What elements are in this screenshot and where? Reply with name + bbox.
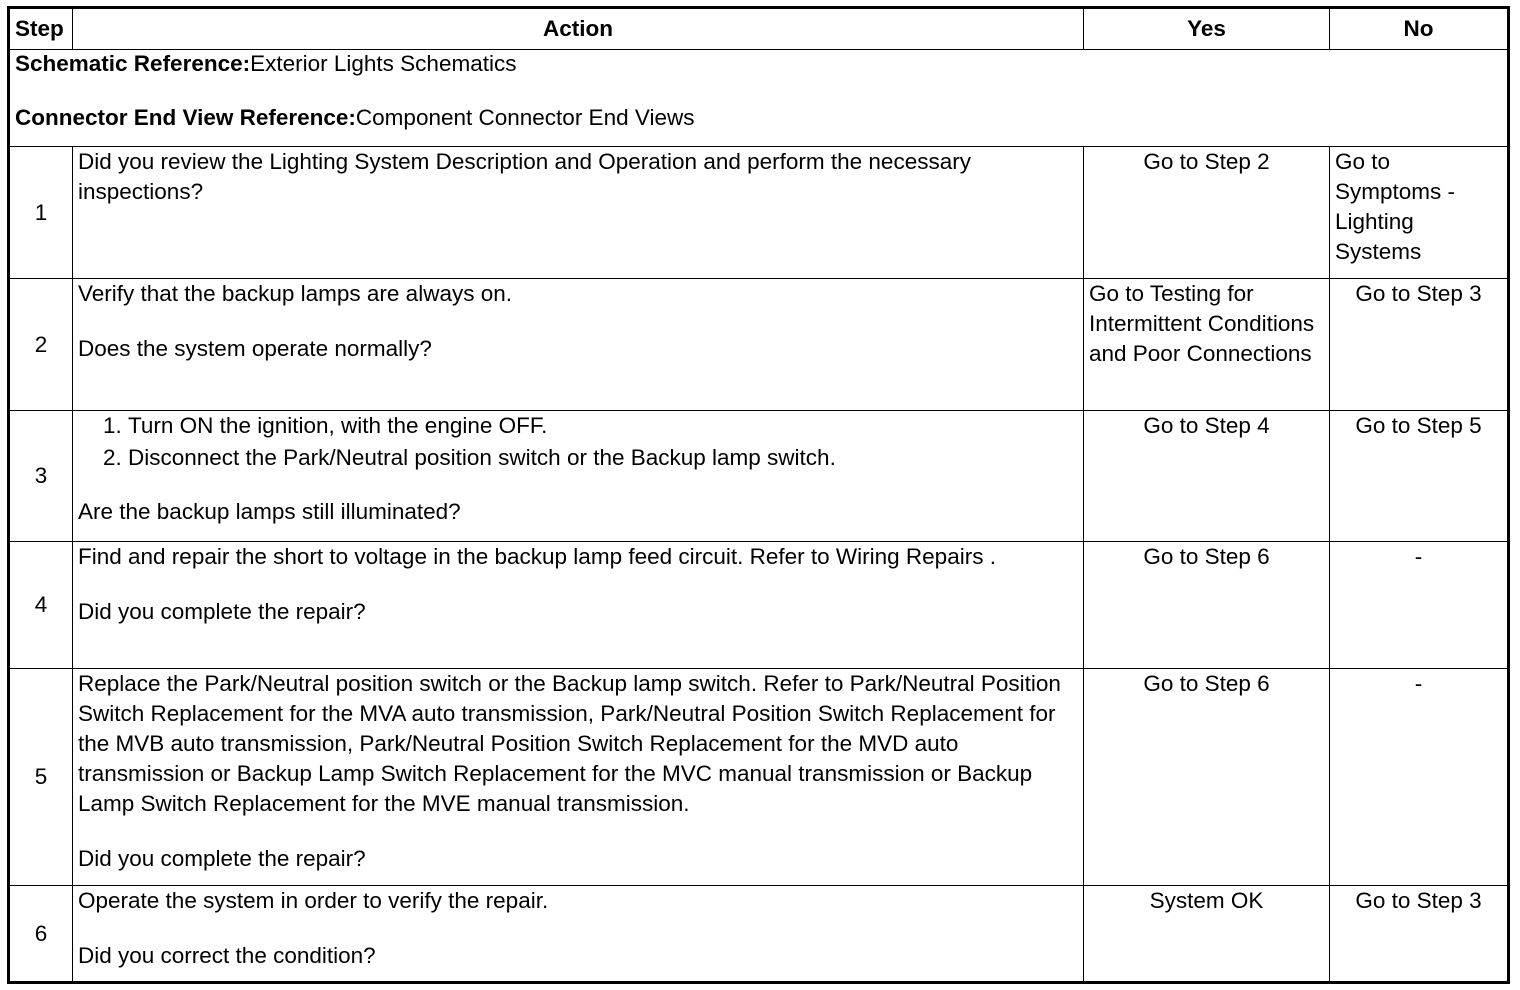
action-cell — [73, 886, 1084, 983]
action-cell — [73, 669, 1084, 886]
action-instruction: Find and repair the short to voltage in the backup lamp feed circuit. Refer to Wiring Repairs . — [78, 544, 996, 569]
action-instruction: Operate the system in order to verify the repair. — [78, 888, 549, 913]
step-number: 3 — [9, 411, 73, 542]
no-cell: Go to Step 3 — [1330, 279, 1509, 411]
yes-cell: Go to Step 4 — [1084, 411, 1330, 542]
schematic-reference — [15, 50, 1502, 77]
action-question: Are the backup lamps still illuminated? — [78, 499, 461, 524]
substep-list — [78, 411, 1078, 473]
yes-cell: Go to Testing for Intermittent Conditions and Poor Connections — [1084, 279, 1330, 411]
connector-reference-value: Component Connector End Views — [355, 105, 695, 130]
no-cell: Go to Symptoms - Lighting Systems — [1330, 147, 1509, 279]
action-question: Did you complete the repair? — [78, 599, 366, 624]
table-row — [9, 886, 1509, 983]
diagnostic-table — [7, 6, 1510, 984]
action-instruction: Replace the Park/Neutral position switch or the Backup lamp switch. Refer to Park/Neutral Position Switch Replacement for the MVA auto transmission, Park/Neutral Position Switch Replacement for the MVB auto transmission, Park/Neutral Position Switch Replacement for the MVD auto transmission or Backup Lamp Switch Replacement for the MVC manual transmission or Backup Lamp Switch Replacement for the MVE manual transmission. — [78, 671, 1061, 816]
step-number: 2 — [9, 279, 73, 411]
action-question: Did you review the Lighting System Description and Operation and perform the necessary inspections? — [78, 149, 971, 204]
no-cell: - — [1330, 542, 1509, 669]
action-question: Did you complete the repair? — [78, 846, 366, 871]
yes-cell: System OK — [1084, 886, 1330, 983]
header-step: Step — [9, 8, 73, 50]
action-instruction: Verify that the backup lamps are always on. — [78, 281, 512, 306]
action-cell — [73, 411, 1084, 542]
step-number: 4 — [9, 542, 73, 669]
header-row — [9, 8, 1509, 50]
connector-reference-label: Connector End View Reference: — [15, 105, 356, 130]
substep-item: 2. Disconnect the Park/Neutral position switch or the Backup lamp switch. — [128, 443, 1078, 473]
no-cell: - — [1330, 669, 1509, 886]
action-cell — [73, 542, 1084, 669]
no-cell: Go to Step 5 — [1330, 411, 1509, 542]
step-number: 5 — [9, 669, 73, 886]
action-cell — [73, 147, 1084, 279]
no-cell: Go to Step 3 — [1330, 886, 1509, 983]
reference-cell — [9, 50, 1509, 147]
table-row — [9, 279, 1509, 411]
reference-row — [9, 50, 1509, 147]
action-question: Did you correct the condition? — [78, 943, 376, 968]
table-row — [9, 411, 1509, 542]
header-yes: Yes — [1084, 8, 1330, 50]
connector-reference — [15, 104, 1502, 131]
yes-cell: Go to Step 6 — [1084, 542, 1330, 669]
header-action: Action — [73, 8, 1084, 50]
table-row — [9, 542, 1509, 669]
substep-item: 1. Turn ON the ignition, with the engine OFF. — [128, 411, 1078, 441]
table-row — [9, 669, 1509, 886]
step-number: 6 — [9, 886, 73, 983]
header-no: No — [1330, 8, 1509, 50]
schematic-reference-value: Exterior Lights Schematics — [250, 51, 517, 76]
step-number: 1 — [9, 147, 73, 279]
yes-cell: Go to Step 6 — [1084, 669, 1330, 886]
action-question: Does the system operate normally? — [78, 336, 432, 361]
schematic-reference-label: Schematic Reference: — [15, 51, 251, 76]
table-row — [9, 147, 1509, 279]
yes-cell: Go to Step 2 — [1084, 147, 1330, 279]
action-cell — [73, 279, 1084, 411]
